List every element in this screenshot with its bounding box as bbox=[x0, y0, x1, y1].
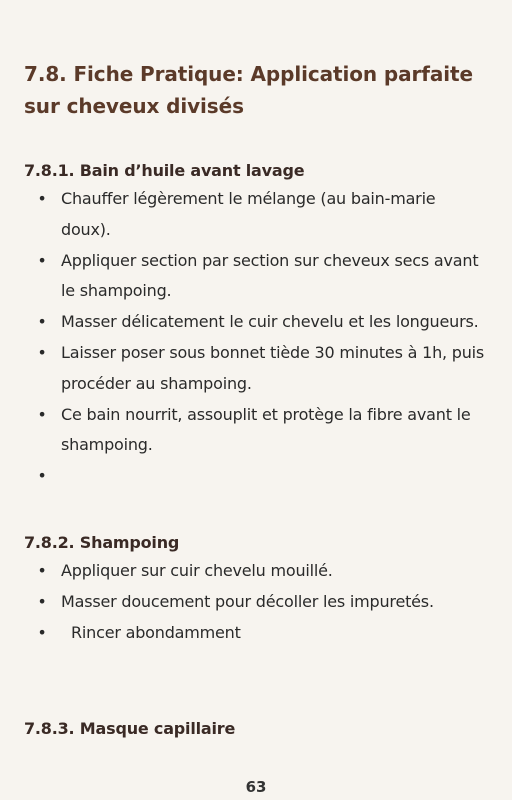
list-item-text: Ce bain nourrit, assouplit et protège la fibre avant le shampoing. bbox=[61, 404, 471, 455]
list-item bbox=[24, 307, 488, 338]
list-item bbox=[24, 338, 488, 400]
list-item bbox=[24, 618, 488, 649]
bullet-icon: • bbox=[37, 561, 47, 580]
list-item-text: Rincer abondamment bbox=[71, 622, 241, 642]
list-item-text: Masser doucement pour décoller les impuretés. bbox=[61, 591, 434, 611]
section-heading: 7.8.3. Masque capillaire bbox=[24, 719, 236, 738]
section-masque bbox=[24, 716, 488, 742]
bullet-icon: • bbox=[37, 312, 47, 332]
list-item bbox=[24, 246, 488, 308]
section-heading: 7.8.2. Shampoing bbox=[24, 533, 180, 552]
bullet-icon: • bbox=[37, 404, 47, 424]
bullet-list bbox=[24, 556, 488, 648]
list-item bbox=[24, 587, 488, 618]
list-item-text: Masser délicatement le cuir chevelu et les longueurs. bbox=[61, 312, 479, 332]
bullet-icon: • bbox=[37, 591, 47, 611]
bullet-icon: • bbox=[37, 189, 47, 208]
section-shampoing bbox=[24, 530, 488, 648]
list-item-empty bbox=[24, 461, 488, 492]
bullet-icon: • bbox=[37, 466, 47, 486]
bullet-icon: • bbox=[37, 250, 47, 270]
bullet-icon: • bbox=[37, 342, 47, 362]
section-heading: 7.8.1. Bain d’huile avant lavage bbox=[24, 161, 305, 180]
list-item bbox=[24, 556, 488, 587]
page-title: 7.8. Fiche Pratique: Application parfaite sur cheveux divisés bbox=[24, 62, 473, 118]
list-item-text: Appliquer sur cuir chevelu mouillé. bbox=[61, 561, 333, 580]
list-item-text: Appliquer section par section sur cheveux secs avant le shampoing. bbox=[61, 250, 479, 301]
bullet-list bbox=[24, 184, 488, 492]
list-item bbox=[24, 184, 488, 246]
page-number: 63 bbox=[245, 778, 267, 796]
section-bain-huile bbox=[24, 158, 488, 492]
list-item-text: Laisser poser sous bonnet tiède 30 minutes à 1h, puis procéder au shampoing. bbox=[61, 342, 485, 393]
list-item bbox=[24, 400, 488, 462]
bullet-icon: • bbox=[37, 622, 47, 642]
list-item-text: Chauffer légèrement le mélange (au bain-marie doux). bbox=[61, 189, 436, 239]
